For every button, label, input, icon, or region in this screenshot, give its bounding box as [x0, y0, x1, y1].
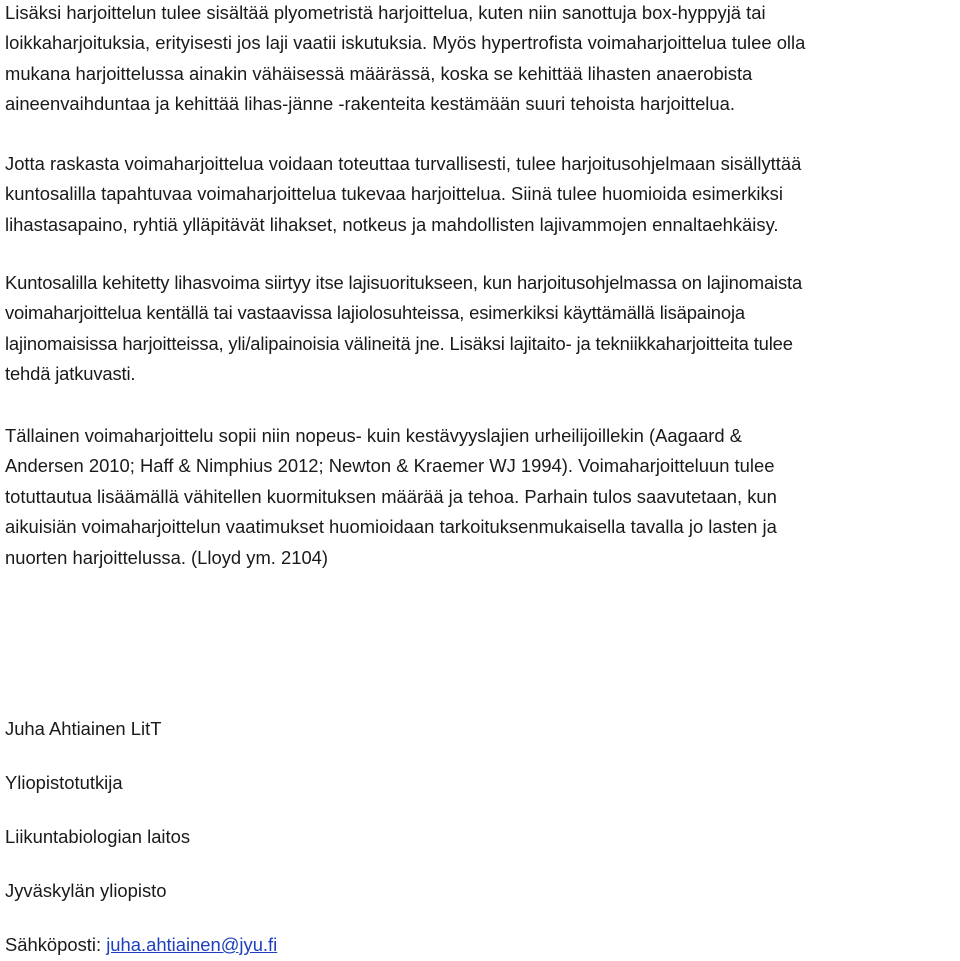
- paragraph-plyometric: [5, 0, 805, 120]
- paragraph-safety: [5, 149, 801, 240]
- signature-name: Juha Ahtiainen LitT: [5, 718, 162, 739]
- text-line: lajinomaisissa harjoitteissa, yli/alipainoisia välineitä jne. Lisäksi lajitaito- ja tekniikkaharjoitteita tulee: [5, 332, 793, 354]
- text-line: loikkaharjoituksia, erityisesti jos laji vaatii iskutuksia. Myös hypertrofista voimaharjoittelua tulee olla: [5, 32, 806, 54]
- text-line: voimaharjoittelua kentällä tai vastaavissa lajiolosuhteissa, esimerkiksi käyttämällä lisäpainoja: [5, 302, 745, 324]
- signature-email-row: [5, 933, 277, 957]
- signature-university: Jyväskylän yliopisto: [5, 880, 167, 901]
- text-line: totuttautua lisäämällä vähitellen kuormituksen määrää ja tehoa. Parhain tulos saavutetaan, kun: [5, 485, 777, 507]
- text-line: nuorten harjoittelussa. (Lloyd ym. 2104): [5, 546, 329, 568]
- text-line: Lisäksi harjoittelun tulee sisältää plyometristä harjoittelua, kuten niin sanottuja box-hyppyjä tai: [5, 2, 766, 23]
- text-line: lihastasapaino, ryhtiä ylläpitävät lihakset, notkeus ja mahdollisten lajivammojen ennaltaehkäisy.: [5, 213, 779, 235]
- text-line: Tällainen voimaharjoittelu sopii niin nopeus- kuin kestävyyslajien urheilijoillekin (Aagaard &: [5, 425, 743, 446]
- paragraph-transfer: [5, 268, 802, 390]
- signature-department: Liikuntabiologian laitos: [5, 826, 191, 847]
- text-line: mukana harjoittelussa ainakin vähäisessä määrässä, koska se kehittää lihasten anaerobista: [5, 62, 753, 84]
- text-line: Jotta raskasta voimaharjoittelua voidaan toteuttaa turvallisesti, tulee harjoitusohjelmaan sisällyttää: [5, 153, 802, 174]
- email-label: Sähköposti:: [5, 934, 107, 955]
- signature-title: Yliopistotutkija: [5, 772, 123, 793]
- text-line: aikuisiän voimaharjoittelun vaatimukset huomioidaan tarkoituksenmukaisella tavalla jo lasten ja: [5, 516, 777, 538]
- text-line: Andersen 2010; Haff & Nimphius 2012; Newton & Kraemer WJ 1994). Voimaharjoitteluun tulee: [5, 455, 775, 477]
- text-line: Kuntosalilla kehitetty lihasvoima siirtyy itse lajisuoritukseen, kun harjoitusohjelmassa on lajinomaista: [5, 272, 803, 293]
- text-line: aineenvaihduntaa ja kehittää lihas-jänne -rakenteita kestämään suuri tehoista harjoittelua.: [5, 93, 735, 115]
- text-line: kuntosalilla tapahtuvaa voimaharjoittelua tukevaa harjoittelua. Siinä tulee huomioida esimerkiksi: [5, 183, 783, 205]
- paragraph-references: [5, 421, 777, 573]
- email-link[interactable]: juha.ahtiainen@jyu.fi: [106, 934, 278, 955]
- text-line: tehdä jatkuvasti.: [5, 363, 136, 385]
